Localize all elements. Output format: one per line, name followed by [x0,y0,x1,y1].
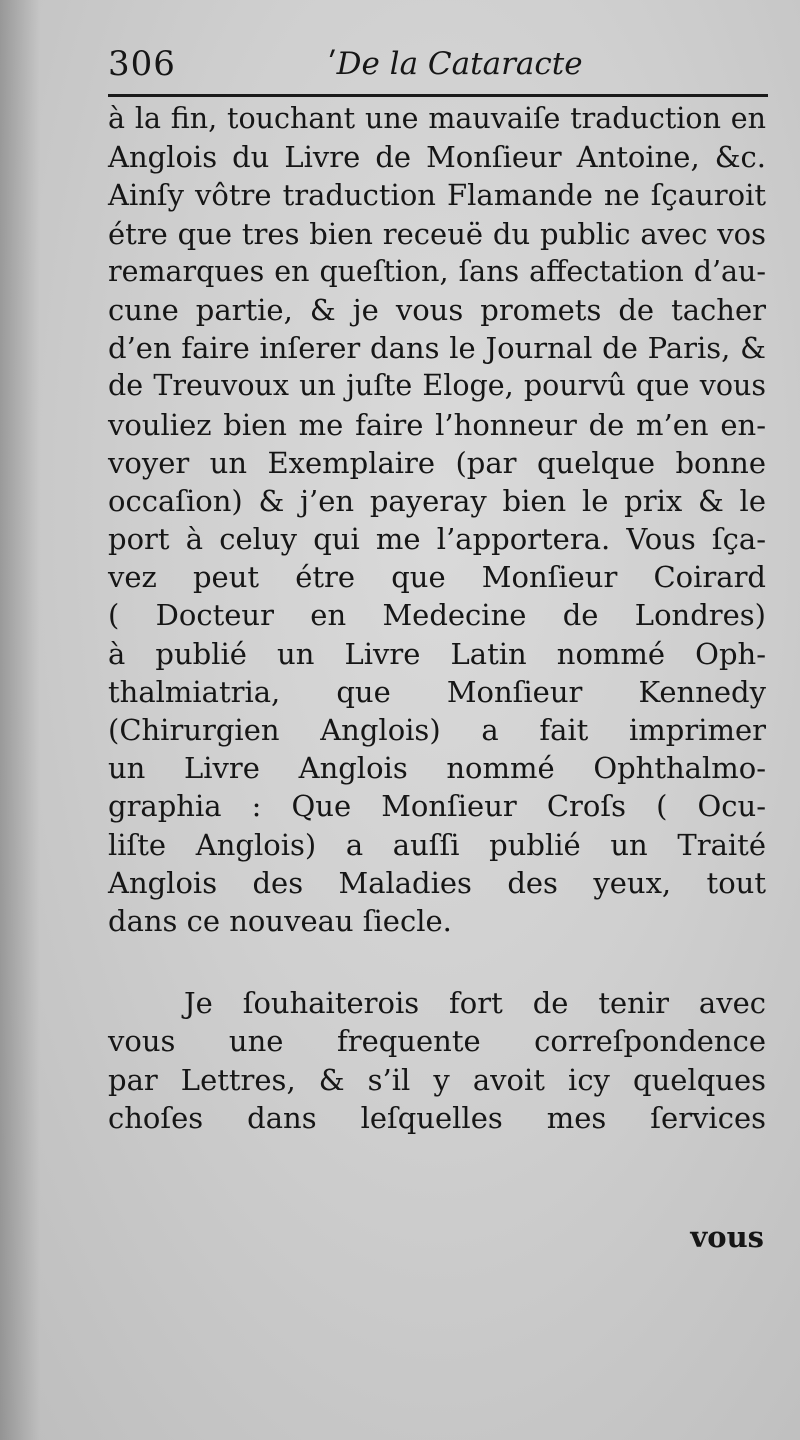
text-line: remarques en queſtion, ſans affectation d’au- [108,254,766,288]
text-line: occaſion) & j’en payeray bien le prix & le [108,483,766,518]
text-line: vous une frequente correſpondence [108,1024,766,1059]
text-line: dans ce nouveau ſiecle. [108,903,452,938]
header-rule [108,94,768,97]
text-line: thalmiatria, que Monſieur Kennedy [108,674,766,709]
text-line: voyer un Exemplaire (par quelque bonne [108,445,766,480]
body-text [108,100,766,1137]
paragraph-1 [108,100,766,940]
text-line: d’en faire inſerer dans le Journal de Paris, & [108,331,766,366]
text-line: vez peut étre que Monſieur Coirard [108,560,766,595]
text-line: cune partie, & je vous promets de tacher [108,292,766,327]
text-line: un Livre Anglois nommé Ophthalmo- [108,751,766,786]
text-line: Ainſy vôtre traduction Flamande ne ſçauroit [108,178,766,213]
page-number: 306 [108,44,176,84]
text-line: étre que tres bien receuë du public avec vos [108,216,766,251]
text-line: Anglois des Maladies des yeux, tout [108,865,766,900]
catchword: vous [690,1220,764,1254]
text-line: liſte Anglois) a auſſi publié un Traité [108,827,766,862]
paragraph-2 [108,984,766,1137]
text-line: de Treuvoux un juſte Eloge, pourvû que vous [108,369,766,403]
text-line: vouliez bien me faire l’honneur de m’en en- [108,407,766,442]
text-line: (Chirurgien Anglois) a fait imprimer [108,713,766,747]
page-gutter-shadow [0,0,40,1440]
text-line: Anglois du Livre de Monſieur Antoine, &c. [108,140,766,175]
text-line: à la fin, touchant une mauvaiſe traduction en [108,102,766,135]
page-header [108,40,768,96]
text-line: graphia : Que Monſieur Croſs ( Ocu- [108,789,766,824]
text-line: choſes dans leſquelles mes ſervices [108,1100,766,1135]
text-line: port à celuy qui me l’apportera. Vous ſça- [108,522,766,557]
text-line: à publié un Livre Latin nommé Oph- [108,636,766,671]
running-title: ʹDe la Cataracte [328,46,583,82]
text-line: Je ſouhaiterois fort de tenir avec [184,986,766,1021]
paragraph-gap [108,940,766,984]
text-line: ( Docteur en Medecine de Londres) [108,598,766,633]
text-line: par Lettres, & s’il y avoit icy quelques [108,1062,766,1097]
